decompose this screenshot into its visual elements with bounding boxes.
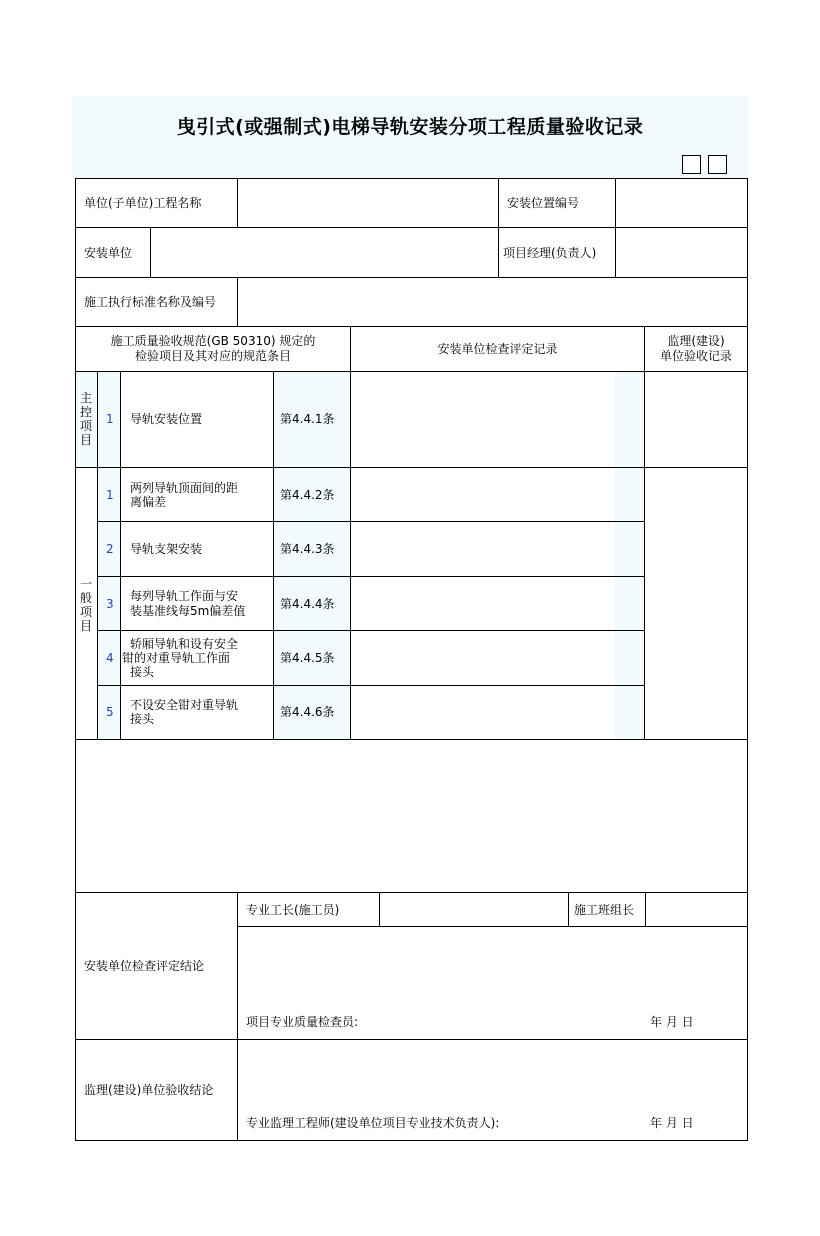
code-box-2[interactable] <box>708 155 727 174</box>
main-item-number: 1 <box>106 412 114 426</box>
main-item-record-field[interactable] <box>351 372 615 467</box>
install-unit-field[interactable] <box>151 228 498 277</box>
general-items-group-label: 一 般 项 目 <box>79 577 92 633</box>
supervision-heading-line2: 单位验收记录 <box>659 349 732 363</box>
standard-field[interactable] <box>238 278 747 326</box>
general-item-name-line: 每列导轨工作面与安 <box>130 589 239 603</box>
spec-heading-line2: 检验项目及其对应的规范条目 <box>134 349 291 363</box>
standard-label: 施工执行标准名称及编号 <box>84 295 217 309</box>
install-unit-label: 安装单位 <box>84 246 133 260</box>
general-item-record-field[interactable] <box>351 577 615 630</box>
general-item-number: 4 <box>106 651 114 665</box>
remarks-area[interactable] <box>76 740 747 892</box>
record-shade-1 <box>615 372 644 467</box>
supervision-heading-line1: 监理(建设) <box>667 334 725 348</box>
general-item-name-line: 轿厢导轨和设有安全 <box>130 637 239 651</box>
code-box-1[interactable] <box>682 155 701 174</box>
general-item-record-field[interactable] <box>351 468 615 521</box>
install-position-field[interactable] <box>616 179 747 227</box>
supervision-engineer-label: 专业监理工程师(建设单位项目专业技术负责人): <box>246 1116 500 1130</box>
team-leader-label: 施工班组长 <box>574 903 635 917</box>
main-supervision-field[interactable] <box>645 372 747 467</box>
record-shade-2 <box>615 468 644 739</box>
page-title: 曳引式(或强制式)电梯导轨安装分项工程质量验收记录 <box>176 116 644 138</box>
general-item-name-line: 钳的对重导轨工作面 <box>122 651 231 665</box>
general-item-clause: 第4.4.4条 <box>280 597 335 611</box>
general-item-clause: 第4.4.6条 <box>280 705 335 719</box>
main-item-clause: 第4.4.1条 <box>280 412 335 426</box>
project-name-field[interactable] <box>238 179 498 227</box>
foreman-field[interactable] <box>380 893 568 926</box>
team-leader-field[interactable] <box>646 893 747 926</box>
supervision-conclusion-label: 监理(建设)单位验收结论 <box>84 1083 214 1097</box>
general-item-record-field[interactable] <box>351 631 615 685</box>
project-name-label: 单位(子单位)工程名称 <box>84 196 202 210</box>
main-item-name: 导轨安装位置 <box>130 412 203 426</box>
install-position-label: 安装位置编号 <box>507 196 580 210</box>
general-item-name-line: 离偏差 <box>130 495 167 509</box>
general-item-clause: 第4.4.2条 <box>280 488 335 502</box>
general-item-clause: 第4.4.5条 <box>280 651 335 665</box>
general-item-name-line: 导轨支架安装 <box>130 542 203 556</box>
general-item-name-line: 接头 <box>130 665 155 679</box>
general-item-clause: 第4.4.3条 <box>280 542 335 556</box>
general-item-name-line: 不设安全钳对重导轨 <box>130 698 239 712</box>
general-item-record-field[interactable] <box>351 686 615 739</box>
general-item-name-line: 装基准线每5m偏差值 <box>130 604 246 618</box>
main-items-group-label: 主 控 项 目 <box>79 391 92 447</box>
general-item-number: 3 <box>106 597 114 611</box>
general-item-record-field[interactable] <box>351 522 615 576</box>
project-manager-label: 项目经理(负责人) <box>503 246 597 260</box>
general-item-number: 5 <box>106 705 114 719</box>
install-date-label: 年 月 日 <box>650 1015 694 1029</box>
general-item-name-line: 接头 <box>130 712 155 726</box>
supervision-date-label: 年 月 日 <box>650 1116 694 1130</box>
project-manager-field[interactable] <box>616 228 747 277</box>
install-record-heading: 安装单位检查评定记录 <box>437 342 558 356</box>
general-item-name-line: 两列导轨顶面间的距 <box>130 481 239 495</box>
general-supervision-field[interactable] <box>645 468 747 739</box>
spec-heading-line1: 施工质量验收规范(GB 50310) 规定的 <box>110 334 316 348</box>
general-item-number: 2 <box>106 542 114 556</box>
install-conclusion-label: 安装单位检查评定结论 <box>84 959 205 973</box>
quality-inspector-label: 项目专业质量检查员: <box>246 1015 359 1029</box>
foreman-label: 专业工长(施工员) <box>246 903 340 917</box>
general-item-number: 1 <box>106 488 114 502</box>
